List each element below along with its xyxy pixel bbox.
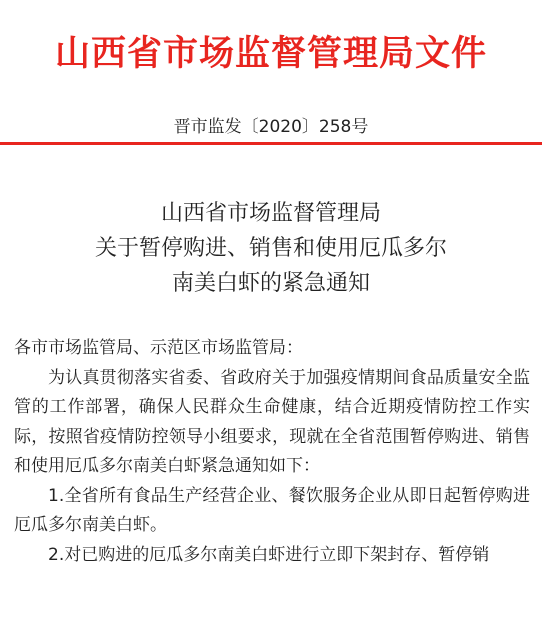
salutation: 各市市场监管局、示范区市场监管局：	[14, 338, 303, 358]
document-number: 晋市监发〔2020〕258号	[173, 117, 369, 137]
body-item-1: 1.全省所有食品生产经营企业、餐饮服务企业从即日起暂停购进厄瓜多尔南美白虾。	[14, 485, 530, 535]
title-line-3: 南美白虾的紧急通知	[171, 271, 370, 296]
notice-body	[14, 334, 530, 570]
body-item-2: 2.对已购进的厄瓜多尔南美白虾进行立即下架封存、暂停销	[48, 544, 490, 565]
masthead-title: 山西省市场监督管理局文件	[54, 33, 487, 74]
red-divider-line	[0, 142, 542, 145]
title-line-1: 山西省市场监督管理局	[160, 201, 381, 226]
title-line-2: 关于暂停购进、销售和使用厄瓜多尔	[94, 236, 447, 261]
body-paragraph-intro: 为认真贯彻落实省委、省政府关于加强疫情期间食品质量安全监管的工作部署，确保人民群众生命健康，结合近期疫情防控工作实际，按照省疫情防控领导小组要求，现就在全省范围暂停购进、销售和使用厄瓜多尔南美白虾紧急通知如下：	[14, 367, 530, 476]
notice-title	[0, 196, 542, 301]
